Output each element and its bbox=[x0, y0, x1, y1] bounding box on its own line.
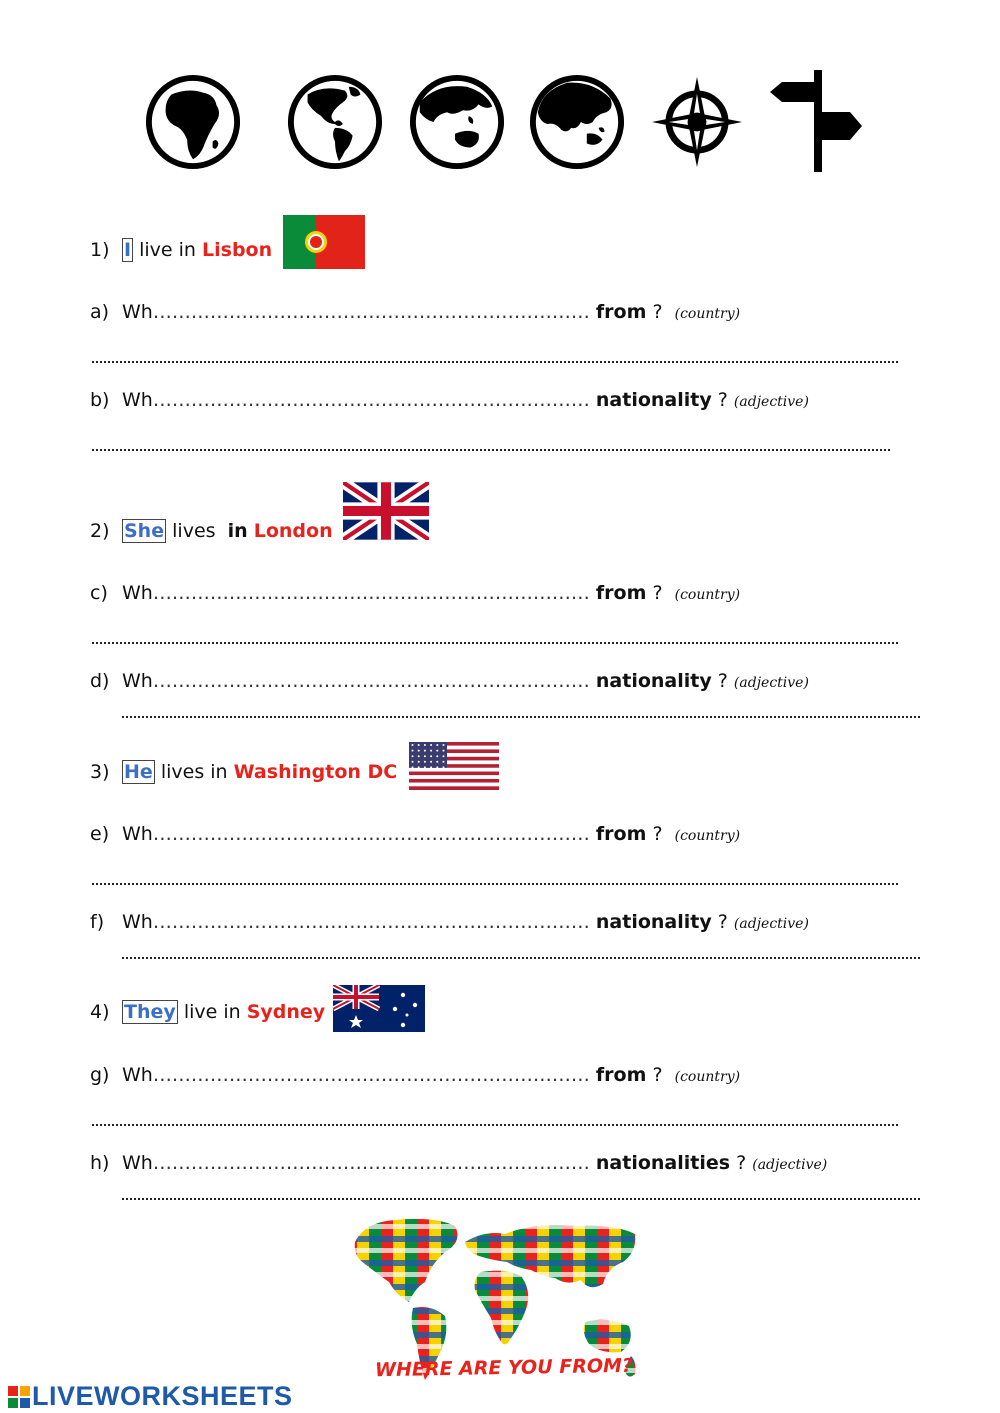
question-h bbox=[90, 1150, 827, 1178]
question-prefix: Wh bbox=[122, 389, 153, 411]
question-letter: g) bbox=[90, 1064, 110, 1086]
question-d bbox=[90, 668, 809, 696]
question-g bbox=[90, 1062, 740, 1090]
answer-line-d[interactable] bbox=[122, 714, 920, 718]
map-caption: WHERE ARE YOU FROM? bbox=[374, 1354, 634, 1382]
answer-line-g[interactable] bbox=[92, 1122, 898, 1126]
question-prefix: Wh bbox=[122, 301, 153, 323]
sentence-1 bbox=[90, 237, 272, 263]
sentence-2 bbox=[90, 518, 333, 544]
question-hint: (adjective) bbox=[733, 394, 809, 410]
verb-phrase: lives in bbox=[160, 761, 228, 783]
question-mark: ? bbox=[652, 1064, 663, 1086]
fill-in-blank[interactable]: …………………………………………………………… bbox=[152, 1152, 590, 1174]
compass-rose-icon bbox=[650, 75, 744, 169]
sentence-number: 3) bbox=[90, 761, 110, 783]
question-letter: e) bbox=[90, 823, 110, 845]
globe-americas-icon bbox=[286, 73, 384, 171]
question-f bbox=[90, 909, 809, 937]
question-hint: (adjective) bbox=[752, 1157, 828, 1173]
fill-in-blank[interactable]: …………………………………………………………… bbox=[152, 823, 590, 845]
question-prefix: Wh bbox=[122, 582, 153, 604]
fill-in-blank[interactable]: …………………………………………………………… bbox=[152, 389, 590, 411]
question-keyword: from bbox=[595, 1064, 647, 1086]
question-prefix: Wh bbox=[122, 911, 153, 933]
usa-flag bbox=[409, 742, 499, 794]
answer-line-f[interactable] bbox=[122, 955, 920, 959]
globe-asia-icon bbox=[528, 73, 626, 171]
subject-pronoun: I bbox=[124, 239, 132, 261]
question-mark: ? bbox=[652, 301, 663, 323]
sentence-3 bbox=[90, 759, 397, 785]
question-letter: a) bbox=[90, 301, 110, 323]
city-name: Lisbon bbox=[202, 239, 273, 261]
fill-in-blank[interactable]: …………………………………………………………… bbox=[152, 301, 590, 323]
question-hint: (adjective) bbox=[733, 675, 809, 691]
liveworksheets-logo-icon bbox=[8, 1386, 30, 1412]
question-letter: c) bbox=[90, 582, 108, 604]
preposition: in bbox=[227, 520, 248, 542]
question-a bbox=[90, 299, 740, 327]
globe-africa-icon bbox=[144, 73, 242, 171]
globe-oceania-icon bbox=[408, 73, 506, 171]
question-letter: f) bbox=[90, 911, 105, 933]
subject-pronoun: They bbox=[124, 1001, 176, 1023]
question-b bbox=[90, 387, 809, 415]
question-keyword: nationalities bbox=[595, 1152, 731, 1174]
answer-line-c[interactable] bbox=[92, 640, 898, 644]
answer-line-e[interactable] bbox=[92, 881, 898, 885]
question-keyword: from bbox=[595, 582, 647, 604]
question-letter: h) bbox=[90, 1152, 110, 1174]
question-prefix: Wh bbox=[122, 1064, 153, 1086]
question-mark: ? bbox=[717, 911, 728, 933]
question-prefix: Wh bbox=[122, 823, 153, 845]
question-letter: d) bbox=[90, 670, 110, 692]
question-c bbox=[90, 580, 740, 608]
verb-phrase: lives bbox=[172, 520, 216, 542]
fill-in-blank[interactable]: …………………………………………………………… bbox=[152, 911, 590, 933]
uk-flag bbox=[343, 482, 429, 544]
signpost-icon bbox=[770, 70, 864, 172]
question-letter: b) bbox=[90, 389, 110, 411]
question-keyword: nationality bbox=[595, 389, 712, 411]
sentence-4 bbox=[90, 999, 325, 1025]
question-prefix: Wh bbox=[122, 670, 153, 692]
question-mark: ? bbox=[736, 1152, 747, 1174]
question-keyword: nationality bbox=[595, 670, 712, 692]
city-name: Sydney bbox=[246, 1001, 326, 1023]
portugal-flag bbox=[283, 215, 365, 273]
question-hint: (country) bbox=[674, 306, 741, 322]
subject-pronoun: He bbox=[124, 761, 153, 783]
question-hint: (country) bbox=[674, 1069, 741, 1085]
subject-pronoun: She bbox=[124, 520, 165, 542]
australia-flag bbox=[333, 985, 425, 1036]
question-keyword: from bbox=[595, 301, 647, 323]
fill-in-blank[interactable]: …………………………………………………………… bbox=[152, 670, 590, 692]
question-e bbox=[90, 821, 740, 849]
question-mark: ? bbox=[652, 823, 663, 845]
sentence-number: 2) bbox=[90, 520, 110, 542]
answer-line-h[interactable] bbox=[122, 1196, 920, 1200]
question-prefix: Wh bbox=[122, 1152, 153, 1174]
question-keyword: nationality bbox=[595, 911, 712, 933]
verb-phrase: live in bbox=[183, 1001, 241, 1023]
fill-in-blank[interactable]: …………………………………………………………… bbox=[152, 582, 590, 604]
question-mark: ? bbox=[717, 389, 728, 411]
sentence-number: 1) bbox=[90, 239, 110, 261]
question-mark: ? bbox=[652, 582, 663, 604]
verb-phrase: live in bbox=[139, 239, 196, 261]
question-hint: (adjective) bbox=[733, 916, 809, 932]
question-hint: (country) bbox=[674, 828, 741, 844]
fill-in-blank[interactable]: …………………………………………………………… bbox=[152, 1064, 590, 1086]
question-keyword: from bbox=[595, 823, 647, 845]
answer-line-a[interactable] bbox=[92, 359, 898, 363]
question-mark: ? bbox=[717, 670, 728, 692]
question-hint: (country) bbox=[674, 587, 741, 603]
city-name: Washington DC bbox=[233, 761, 398, 783]
brand-name[interactable]: LIVEWORKSHEETS bbox=[32, 1381, 293, 1411]
sentence-number: 4) bbox=[90, 1001, 110, 1023]
answer-line-b[interactable] bbox=[92, 447, 890, 451]
city-name: London bbox=[253, 520, 333, 542]
